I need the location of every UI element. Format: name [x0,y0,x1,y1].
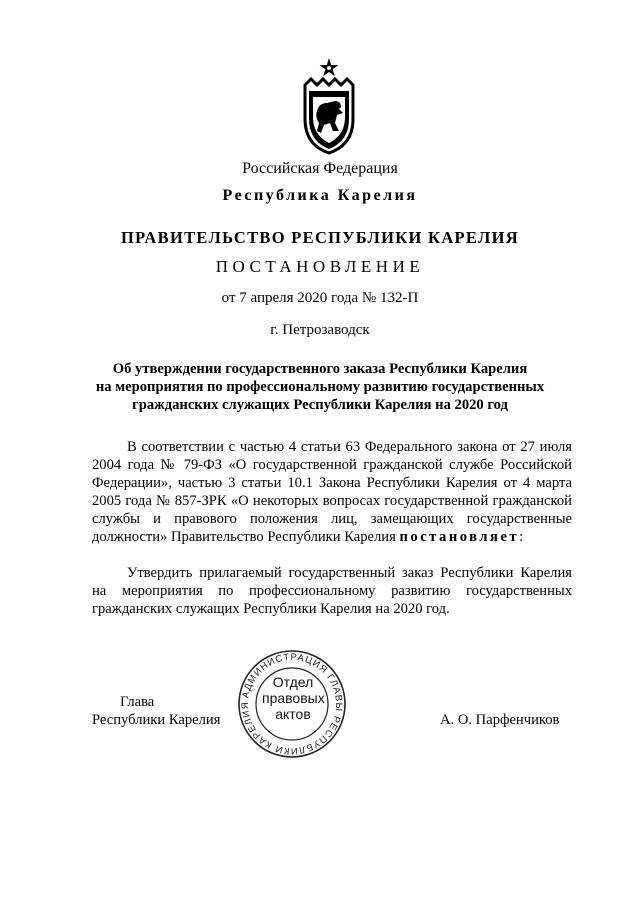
document-title [70,360,570,414]
colon: : [519,529,524,545]
stamp-ring-text: АДМИНИСТРАЦИЯ ГЛАВЫ РЕСПУБЛИКИ КАРЕЛИЯ [239,651,345,757]
title-line: на мероприятия по профессиональному развитию государственных [95,379,545,395]
stamp-line: актов [275,706,311,722]
signatory-name: А. О. Парфенчиков [440,712,560,728]
city: г. Петрозаводск [270,322,370,338]
stamp-line: правовых [262,690,325,706]
document-date-number: от 7 апреля 2020 года № 132-П [221,290,419,306]
republic-name: Республика Карелия [222,187,418,204]
title-line: Об утверждении государственного заказа Республики Карелия [112,361,528,377]
government-name: ПРАВИТЕЛЬСТВО РЕСПУБЛИКИ КАРЕЛИЯ [121,228,519,247]
body-paragraph-1 [92,438,572,546]
title-line: гражданских служащих Республики Карелия на 2020 год [132,397,508,413]
position-line: Республики Карелия [92,712,221,728]
stamp-line: Отдел [272,674,314,690]
resolves-word: постановляет [399,529,520,545]
stamp-center-text [262,674,324,722]
body-paragraph-2: Утвердить прилагаемый государственный заказ Республики Карелия на мероприятия по профессиональному развитию государственных гражданских служащих Республики Карелия на 2020 год. [92,565,572,617]
signatory-position [92,693,220,729]
coat-of-arms-icon [297,55,361,155]
country-name: Российская Федерация [242,160,398,177]
position-line: Глава [120,694,155,710]
document-type: ПОСТАНОВЛЕНИЕ [215,257,425,276]
paragraph-text: В соответствии с частью 4 статьи 63 Федерального закона от 27 июля 2004 года № 79-ФЗ «О государственной гражданской службе Российской Федерации», частью 3 статьи 10.1 Закона Республики Карелия от 4 марта 2005 года № 857-ЗРК «О некоторых вопросах государственной гражданской службы и правового положения лиц, замещающих государственные должности» Правительство Республики Карелия [92,439,572,545]
